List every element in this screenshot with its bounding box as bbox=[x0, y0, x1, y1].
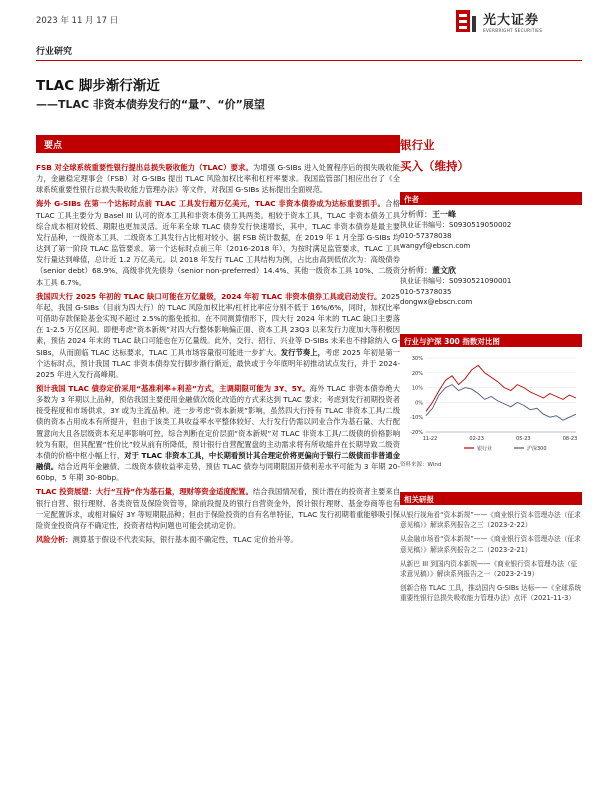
x-tick-label: 08-23 bbox=[562, 436, 578, 442]
page-subtitle: ——TLAC 非资本债券发行的“量”、“价”展望 bbox=[36, 98, 265, 111]
x-tick-label: 11-22 bbox=[422, 436, 438, 442]
header-divider bbox=[36, 60, 582, 61]
legend-label: 银行业 bbox=[477, 446, 493, 452]
paragraph: 我国四大行 2025 年初的 TLAC 缺口可能在万亿量级，2024 年初 TLAC 非资本债券工具或启动发行。2025 年起，我国 G-SIBs（目前为四大行）的 TLAC 风险加权比率/杠杆比率应分别不低于 16%/6%，同时，加权比率可借助存款保险基金实现不超过 2.5%的豁免抵扣。在不同测算情形下，四大行 2024 年末的 TLAC 缺口主要落在 1-2.5 万亿区间。即便考虑“资本新规”对四大行整体影响偏正面、资本工具 23Q3 以来发行力度加大等积极因素，预估 2024 年末的 TLAC 缺口可能也在万亿量级。此外，交行、招行、兴业等 D-SIBs 未来也不排除纳入 G-SIBs，从而面临 TLAC 达标要求，TLAC 工具市场容量很可能进一步扩大。发行节奏上，考虑 2025 年初是第一个达标时点，预计我国 TLAC 非资本债券发行脚步渐行渐近，最快或于今年底明年初推动试点发行，并于 2024-2025 年进入发行高峰期。 bbox=[36, 291, 400, 379]
paragraph: 风险分析：测算基于假设不代表实际，银行基本面不确定性，TLAC 定价抬升等。 bbox=[36, 535, 298, 544]
rating: 买入（维持） bbox=[400, 159, 469, 173]
chart-source: 资料来源：Wind bbox=[400, 462, 442, 468]
sector-name: 银行业 bbox=[400, 138, 435, 152]
brand-mark-icon bbox=[454, 8, 478, 34]
key-points-header: 要点 bbox=[36, 135, 400, 153]
brand-logo bbox=[454, 6, 584, 36]
related-report-item[interactable]: 从银行视角看“资本新规”——《商业银行资本管理办法（征求意见稿）》解读系列报告之三（2023-2-22） bbox=[400, 511, 581, 530]
index-comparison-chart bbox=[404, 352, 580, 456]
brand-name: 光大证券 bbox=[483, 13, 540, 28]
chart-header: 行业与沪深 300 指数对比图 bbox=[400, 334, 582, 347]
analyst-card: 分析师：王一峰 执业证书编号：S0930519050002 010-57378038 wangyf@ebscn.com bbox=[400, 210, 512, 251]
paragraph: TLAC 投资展望：大行“互持”作为基石量，理财等资金适度配置。结合我国情况看，预计潜在的投资者主要来自银行自营、银行理财、各类资管及保险资管等，除前段提及的银行自营资金外，预计银行理财、基金券商等也有一定配置诉求，或相对偏好 3Y 等短期限品种；但由于保险投资的自有名单特征，TLAC 发行初期着重能够吸引保险资金投资尚存不确定性，投资者结构问题也可能会扰动定价。 bbox=[36, 487, 401, 530]
paragraph: FSB 对全球系统重要性银行提出总损失吸收能力（TLAC）要求。为增强 G-SIBs 进入处置程序后的损失吸收能力，金融稳定理事会（FSB）对 G-SIBs 提出 TLAC 风险加权比率和杠杆率要求。我国监管部门相应出台了《全球系统重要性银行总损失吸收能力管理办法》等文件，对我国 G-SIBs 达标提出全面规范。 bbox=[36, 163, 400, 195]
authors-header: 作者 bbox=[400, 192, 582, 205]
x-tick-label: 02-23 bbox=[469, 436, 484, 442]
y-tick-label: -20% bbox=[410, 430, 423, 436]
y-tick-label: 0% bbox=[415, 400, 423, 407]
related-header: 相关研报 bbox=[400, 492, 582, 505]
y-tick-label: -10% bbox=[410, 415, 423, 422]
related-reports bbox=[400, 510, 582, 608]
y-tick-label: 20% bbox=[411, 370, 423, 377]
main-body bbox=[36, 162, 400, 548]
line-chart bbox=[404, 352, 580, 456]
related-report-item[interactable]: 创新合格 TLAC 工具，推动国内 G-SIBs 达标——《全球系统重要性银行总损失吸收能力管理办法》点评（2021-11-3） bbox=[400, 584, 582, 603]
y-tick-label: 10% bbox=[411, 385, 423, 392]
paragraph: 海外 G-SIBs 在第一个达标时点前 TLAC 工具发行超万亿美元，TLAC 非资本债券成为达标重要抓手。合格 TLAC 工具主要分为 Basel III 认可的资本工具和非资本债务工具两类。相较于资本工具，TLAC 非资本债务工具综合成本相对较低、期限也更加灵活。近年来全球 TLAC 债券发行快速增长，其中，TLAC 非资本债券是最主要发行品种，一级资本工具、二级资本工具发行占比相对较小。据 FSB 统计数据，在 2019 年 1 月全部 G-SIBs 均达到了第一阶段 TLAC 监管要求。第一个达标时点前三年（2016-2018 年），为按时满足监管要求，TLAC 工具发行量达到峰值，总计近 1.2 万亿美元。以 2018 年发行 TLAC 工具结构为例，占比由高到低依次为：高级债券（senior debt）68.9%、高级非优先债券（senior non-preferred）14.4%、其他一级资本工具 10%、二级资本工具 6.7%。 bbox=[36, 199, 400, 287]
analyst-card: 分析师：董文欣 执业证书编号：S0930521090001 010-57378035 dongwx@ebscn.com bbox=[400, 266, 512, 307]
related-report-item[interactable]: 从新巴 III 到国内资本新规——《商业银行资本管理办法（征求意见稿）》解读系列报告之一（2023-2-19） bbox=[400, 559, 578, 579]
y-tick-label: 30% bbox=[411, 356, 423, 362]
report-category: 行业研究 bbox=[36, 47, 73, 57]
page-title: TLAC 脚步渐行渐近 bbox=[36, 78, 160, 94]
related-report-item[interactable]: 从金融市场看“资本新规”——《商业银行资本管理办法（征求意见稿）》解读系列报告之二（2023-2-21） bbox=[400, 535, 581, 554]
brand-name-en: EVERBRIGHT SECURITIES bbox=[483, 28, 543, 33]
paragraph: 预计我国 TLAC 债券定价采用“基准利率+利差”方式，主调期限可能为 3Y、5Y。海外 TLAC 非资本债券绝大多数为 3 年期以上品种，预估我国主要使用金融债次级化改造的方式来达到 TLAC 要求；考虑到发行初期投资者接受程度和市场供求，3Y 或为主流品种。进一步考虑“资本新规”影响，虽然四大行持有 TLAC 非资本工具/二级债的资本占用成本有所提升，但由于该类工具收益率水平整体较好、大行发行仍需以同业合作为基石量、大行配置意向大且各层级资本充足率影响可控，综合判断在定价层面“资本新规”对 TLAC 非资本工具/二级债的价格影响较为有限，但其配置“性价比”较从前有所降低，预计银行自营配置盘的主动需求将有所收缩并在长期导致二级资本债的价格中枢小幅上行，对于 TLAC 非资本工具，中长期看预计其合理定价将更偏向于银行二级债而非普通金融债。结合近两年金融债、二级资本债收益率走势，预估 TLAC 债券与同期限国开债利差水平可能为 3 年期 20-60bp，5 年期 30-80bp。 bbox=[36, 383, 400, 483]
x-tick-label: 05-23 bbox=[516, 436, 531, 442]
series-line-bank bbox=[426, 365, 576, 411]
legend-label: 沪深300 bbox=[527, 446, 547, 452]
report-date: 2023 年 11 月 17 日 bbox=[36, 16, 119, 26]
